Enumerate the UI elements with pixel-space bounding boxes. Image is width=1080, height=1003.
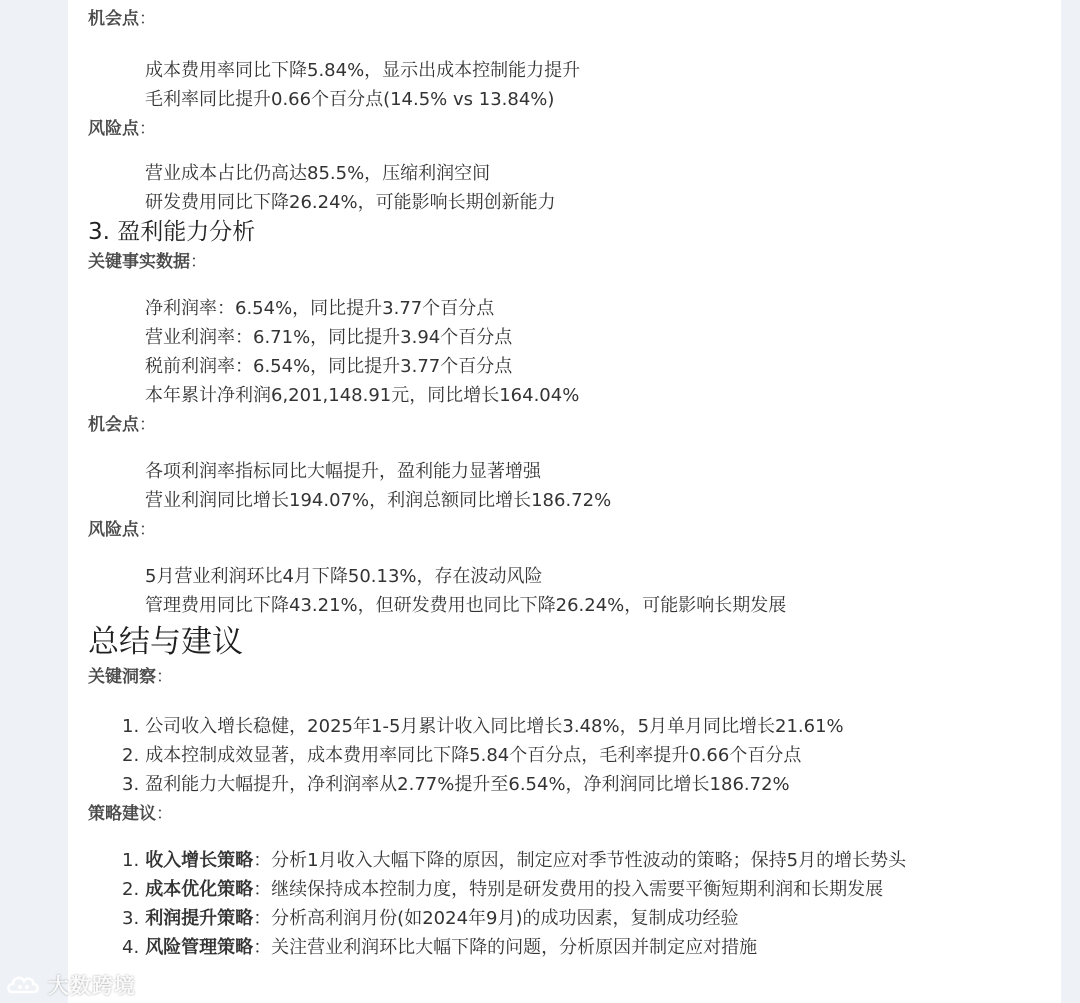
- strategy-title: 风险管理策略: [145, 937, 254, 958]
- list-item: 税前利润率：6.54%，同比提升3.77个百分点: [145, 356, 513, 377]
- risk-label: [88, 114, 1048, 144]
- opportunity-label-text: 机会点: [88, 415, 139, 435]
- list-item: [122, 875, 1048, 904]
- opportunity-label-text: 机会点: [88, 9, 139, 29]
- opportunity-label: [88, 410, 1048, 440]
- list-item: [122, 741, 1048, 770]
- list-item-text: ：关注营业利润环比大幅下降的问题，分析原因并制定应对措施: [253, 937, 758, 958]
- list-item-text: ：分析1月收入大幅下降的原因，制定应对季节性波动的策略；保持5月的增长势头: [253, 850, 907, 871]
- cloud-logo-icon: [6, 972, 44, 998]
- strategy-title: 收入增长策略: [145, 850, 254, 871]
- document-page: [68, 0, 1061, 1003]
- label-colon: ：: [139, 119, 156, 139]
- label-colon: ：: [156, 667, 173, 687]
- list-item-text: 成本控制成效显著，成本费用率同比下降5.84个百分点，毛利率提升0.66个百分点: [145, 745, 802, 766]
- list-item: 管理费用同比下降43.21%，但研发费用也同比下降26.24%，可能影响长期发展: [145, 595, 787, 616]
- list-item: 营业利润率：6.71%，同比提升3.94个百分点: [145, 327, 513, 348]
- key-facts-label: [88, 247, 1048, 277]
- label-colon: ：: [156, 804, 173, 824]
- list-item: 毛利率同比提升0.66个百分点(14.5% vs 13.84%): [145, 89, 555, 110]
- risk-label: [88, 515, 1048, 545]
- profit-risk-list: [88, 562, 1048, 620]
- list-item: 成本费用率同比下降5.84%，显示出成本控制能力提升: [145, 60, 581, 81]
- list-item: [122, 846, 1048, 875]
- list-number: 2.: [122, 879, 140, 900]
- list-number: 1.: [122, 716, 140, 737]
- list-item: 本年累计净利润6,201,148.91元，同比增长164.04%: [145, 385, 580, 406]
- section-heading-profitability: 3. 盈利能力分析: [88, 219, 256, 245]
- key-insights-label: [88, 662, 1048, 692]
- list-item: [122, 770, 1048, 799]
- list-item-text: 盈利能力大幅提升，净利润率从2.77%提升至6.54%，净利润同比增长186.72%: [145, 774, 790, 795]
- label-colon: ：: [139, 415, 156, 435]
- list-item: 各项利润率指标同比大幅提升，盈利能力显著增强: [145, 461, 541, 482]
- opportunity-label: [88, 4, 1048, 34]
- list-item-text: ：分析高利润月份(如2024年9月)的成功因素，复制成功经验: [253, 908, 739, 929]
- list-item: 研发费用同比下降26.24%，可能影响长期创新能力: [145, 192, 556, 213]
- label-colon: ：: [139, 9, 156, 29]
- label-colon: ：: [190, 252, 207, 272]
- list-number: 2.: [122, 745, 140, 766]
- cost-opportunity-list: [88, 56, 1048, 114]
- list-number: 4.: [122, 937, 140, 958]
- strategy-label-text: 策略建议: [88, 804, 156, 824]
- list-item-text: ：继续保持成本控制力度，特别是研发费用的投入需要平衡短期利润和长期发展: [253, 879, 884, 900]
- list-item: 营业利润同比增长194.07%，利润总额同比增长186.72%: [145, 490, 612, 511]
- section-heading-summary: 总结与建议: [88, 624, 243, 660]
- list-item: 5月营业利润环比4月下降50.13%，存在波动风险: [145, 566, 543, 587]
- document-content: [88, 0, 1048, 962]
- profit-opportunity-list: [88, 457, 1048, 515]
- risk-label-text: 风险点: [88, 520, 139, 540]
- watermark: [6, 970, 136, 1000]
- strategy-title: 利润提升策略: [145, 908, 254, 929]
- risk-label-text: 风险点: [88, 119, 139, 139]
- strategy-title: 成本优化策略: [145, 879, 254, 900]
- list-item-text: 公司收入增长稳健，2025年1-5月累计收入同比增长3.48%，5月单月同比增长21.61%: [145, 716, 844, 737]
- strategy-label: [88, 799, 1048, 829]
- key-insights-label-text: 关键洞察: [88, 667, 156, 687]
- key-facts-label-text: 关键事实数据: [88, 252, 190, 272]
- list-item: 净利润率：6.54%，同比提升3.77个百分点: [145, 298, 495, 319]
- profit-facts-list: [88, 294, 1048, 410]
- list-item: 营业成本占比仍高达85.5%，压缩利润空间: [145, 163, 491, 184]
- cost-risk-list: [88, 159, 1048, 217]
- list-item: [122, 933, 1048, 962]
- list-number: 1.: [122, 850, 140, 871]
- list-item: [122, 712, 1048, 741]
- insights-list: [88, 712, 1048, 799]
- label-colon: ：: [139, 520, 156, 540]
- watermark-text: 大数跨境: [48, 974, 136, 998]
- list-number: 3.: [122, 774, 140, 795]
- list-item: [122, 904, 1048, 933]
- strategy-list: [88, 846, 1048, 962]
- list-number: 3.: [122, 908, 140, 929]
